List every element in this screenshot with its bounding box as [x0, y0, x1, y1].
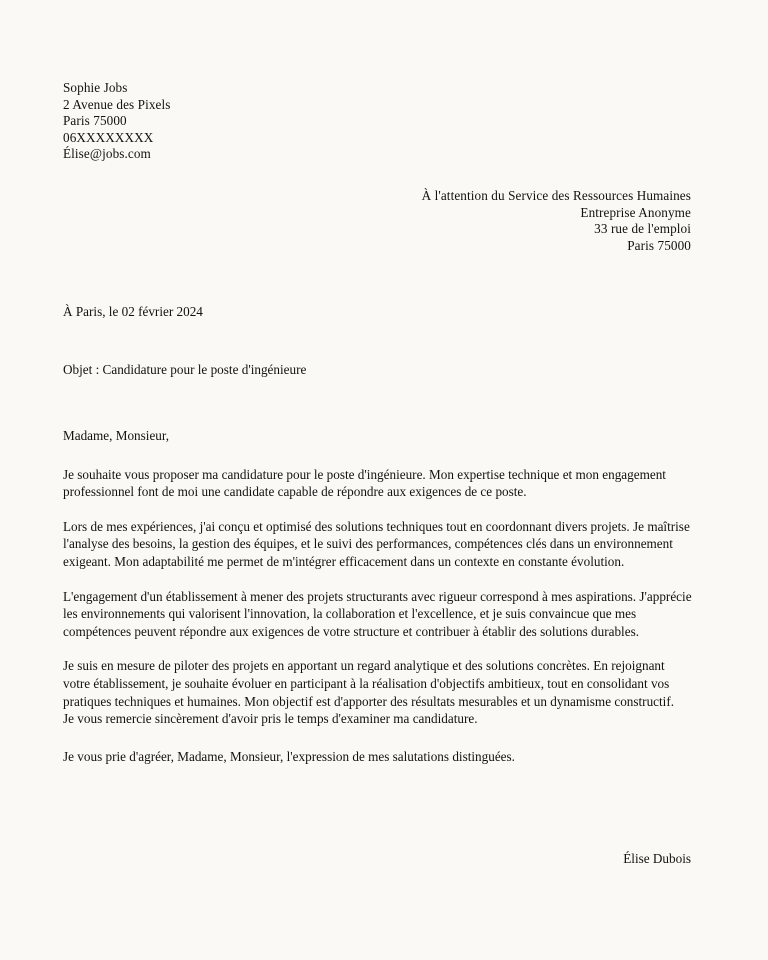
sender-city: Paris 75000 [63, 113, 127, 129]
signature-name: Élise Dubois [623, 851, 691, 866]
recipient-city: Paris 75000 [627, 237, 691, 253]
sender-address-block [63, 80, 171, 163]
recipient-street: 33 rue de l'emploi [594, 221, 691, 237]
closing-formula: Je vous prie d'agréer, Madame, Monsieur, l'expression de mes salutations distinguées. [63, 748, 515, 764]
body-paragraph-1: Je souhaite vous proposer ma candidature pour le poste d'ingénieure. Mon expertise technique et mon engagement professionnel font de moi une candidate capable de répondre aux exigences de ce poste. [63, 466, 666, 500]
sender-email: Élise@jobs.com [63, 146, 151, 162]
body-paragraph-2: Lors de mes expériences, j'ai conçu et optimisé des solutions techniques tout en coordonnant divers projets. Je maîtrise l'analyse des besoins, la gestion des équipes, et le suivi des performances, compétences clés dans un environnement exigeant. Mon adaptabilité me permet de m'intégrer efficacement dans un contexte en constante évolution. [63, 518, 690, 569]
sender-name: Sophie Jobs [63, 80, 128, 95]
recipient-company: Entreprise Anonyme [580, 204, 691, 220]
body-paragraph-3: L'engagement d'un établissement à mener des projets structurants avec rigueur correspond à mes aspirations. J'apprécie les environnements qui valorisent l'innovation, la collaboration et l'excellence, et je suis convaincue que mes compétences peuvent répondre aux exigences de votre structure et contribuer à établir des solutions durables. [63, 588, 692, 639]
subject-line: Objet : Candidature pour le poste d'ingénieure [63, 362, 307, 377]
body-paragraph-5: Je vous remercie sincèrement d'avoir pris le temps d'examiner ma candidature. [63, 711, 478, 727]
sender-street: 2 Avenue des Pixels [63, 96, 171, 112]
sender-phone: 06XXXXXXXX [63, 129, 154, 145]
recipient-attention: À l'attention du Service des Ressources Humaines [421, 188, 691, 203]
date-line: À Paris, le 02 février 2024 [63, 304, 203, 319]
recipient-address-block [422, 188, 691, 254]
letter-body [63, 427, 693, 765]
body-paragraph-4: Je suis en mesure de piloter des projets en apportant un regard analytique et des solutions concrètes. En rejoignant votre établissement, je souhaite évoluer en participant à la réalisation d'objectifs ambitieux, tout en consolidant vos pratiques techniques et humaines. Mon objectif est d'apporter des résultats mesurables et un dynamisme constructif. [63, 658, 675, 709]
salutation: Madame, Monsieur, [63, 428, 170, 443]
